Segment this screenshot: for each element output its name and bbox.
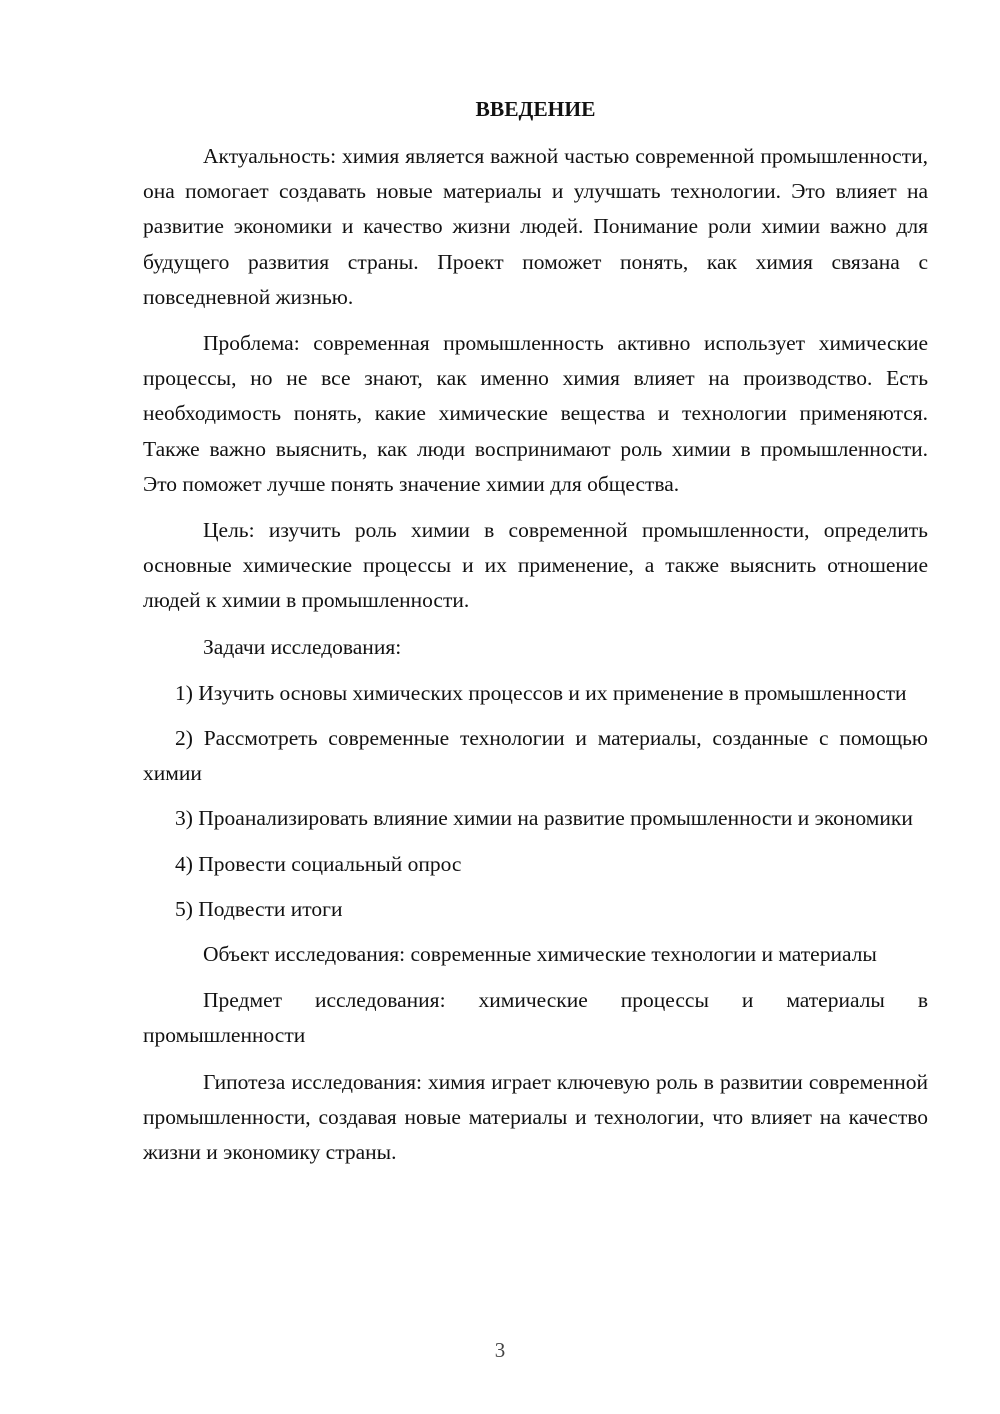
task-item: 2) Рассмотреть современные технологии и материалы, созданные с помощью химии [143,726,928,786]
goal-paragraph: Цель: изучить роль химии в современной промышленности, определить основные химические процессы и их применение, а также выяснить отношение людей к химии в промышленности. [143,518,928,613]
hypothesis-paragraph: Гипотеза исследования: химия играет ключевую роль в развитии современной промышленности, создавая новые материалы и технологии, что влияет на качество жизни и экономику страны. [143,1069,928,1165]
subject-paragraph: Предмет исследования: химические процессы и материалы в промышленности [143,988,928,1048]
page-number: 3 [494,1338,506,1362]
task-item: 5) Подвести итоги [175,896,343,921]
tasks-heading: Задачи исследования: [203,634,402,659]
tasks-list [143,676,928,927]
object-paragraph: Объект исследования: современные химические технологии и материалы [203,942,877,967]
task-item: 3) Проанализировать влияние химии на развитие промышленности и экономики [175,806,913,831]
problem-paragraph: Проблема: современная промышленность активно использует химические процессы, но не все знают, как именно химия влияет на производство. Есть необходимость понять, какие химические вещества и технологии применяются. Также важно выяснить, как люди воспринимают роль химии в промышленности. Это поможет лучше понять значение химии для общества. [143,331,928,496]
task-item: 1) Изучить основы химических процессов и их применение в промышленности [175,680,907,705]
section-title: ВВЕДЕНИЕ [475,97,596,121]
task-item: 4) Провести социальный опрос [175,851,462,876]
relevance-paragraph: Актуальность: химия является важной частью современной промышленности, она помогает создавать новые материалы и улучшать технологии. Это влияет на развитие экономики и качество жизни людей. Понимание роли химии важно для будущего развития страны. Проект поможет понять, как химия связана с повседневной жизнью. [143,144,928,309]
